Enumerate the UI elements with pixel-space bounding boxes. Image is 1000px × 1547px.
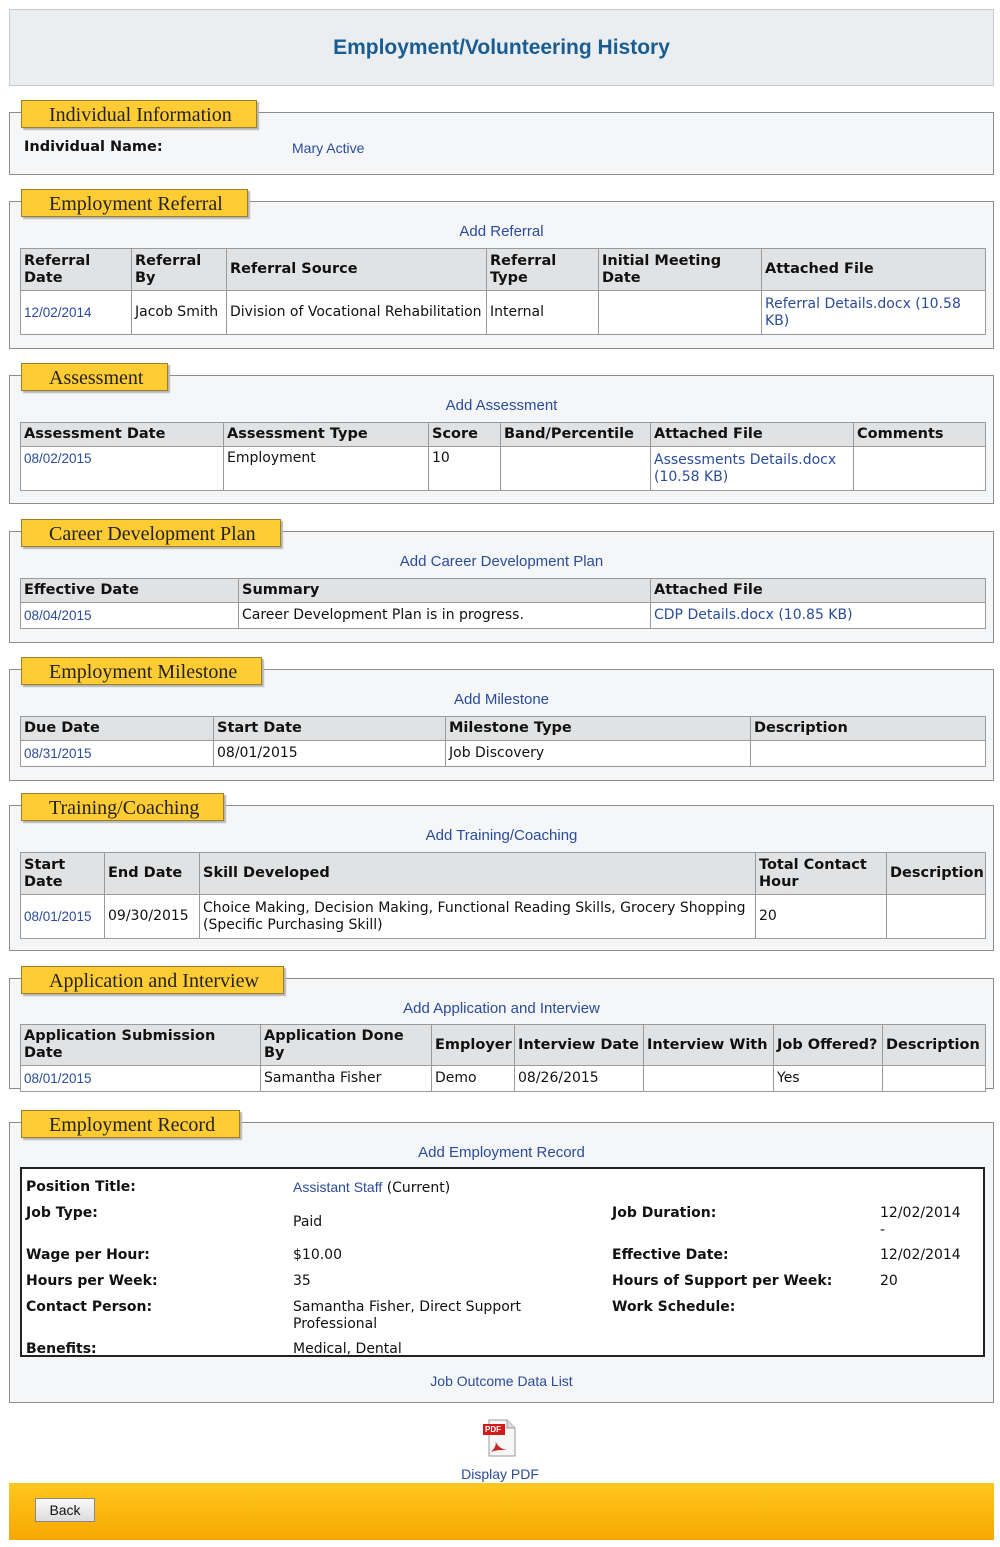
position-title-link[interactable]: Assistant Staff [293, 1179, 383, 1195]
column-header: Referral Date [21, 249, 132, 291]
table-cell: 08/01/2015 [214, 741, 446, 767]
page-title: Employment/Volunteering History [333, 35, 670, 59]
attached-file-link[interactable]: Assessments Details.docx (10.58 KB) [654, 451, 837, 485]
table-row [21, 291, 986, 335]
table-cell: 20 [756, 895, 887, 939]
table-cell: 10 [429, 447, 501, 491]
section-legend: Employment Record [21, 1110, 240, 1138]
column-header: Milestone Type [446, 717, 751, 741]
column-header: Total Contact Hour [756, 853, 887, 895]
contact-person-value: Samantha Fisher, Direct Support Professional [293, 1299, 522, 1332]
add-milestone-link[interactable]: Add Milestone [453, 691, 550, 708]
training-table [20, 852, 986, 939]
add-training-link[interactable]: Add Training/Coaching [425, 827, 578, 844]
job-type-value: Paid [293, 1214, 323, 1230]
table-cell: 08/26/2015 [515, 1066, 644, 1092]
contact-person-label: Contact Person: [26, 1299, 153, 1315]
column-header: Summary [239, 579, 651, 603]
back-button[interactable]: Back [35, 1498, 95, 1522]
referral-date-link[interactable]: 12/02/2014 [24, 304, 92, 320]
effective-date-label: Effective Date: [612, 1247, 729, 1263]
submission-date-link[interactable]: 08/01/2015 [24, 1070, 92, 1086]
table-row [21, 603, 986, 629]
column-header: Due Date [21, 717, 214, 741]
section-legend: Training/Coaching [21, 793, 224, 821]
table-cell [751, 741, 986, 767]
column-header: Skill Developed [200, 853, 756, 895]
attached-file-link[interactable]: CDP Details.docx (10.85 KB) [654, 607, 853, 623]
add-employment-record-link[interactable]: Add Employment Record [418, 1144, 585, 1161]
table-cell: Demo [432, 1066, 515, 1092]
table-row [21, 741, 986, 767]
column-header: Start Date [21, 853, 105, 895]
section-legend: Career Development Plan [21, 519, 281, 547]
job-duration-value: 12/02/2014 [880, 1205, 961, 1221]
referral-section [9, 193, 994, 349]
individual-name-label: Individual Name: [24, 139, 163, 155]
column-header: Band/Percentile [501, 423, 651, 447]
job-type-label: Job Type: [26, 1205, 98, 1221]
start-date-link[interactable]: 08/01/2015 [24, 908, 92, 924]
table-cell: 09/30/2015 [105, 895, 200, 939]
section-legend: Application and Interview [21, 966, 284, 994]
add-assessment-link[interactable]: Add Assessment [445, 397, 558, 414]
column-header: Attached File [762, 249, 986, 291]
footer-bar [9, 1483, 994, 1540]
benefits-value: Medical, Dental [293, 1341, 402, 1357]
table-cell: Job Discovery [446, 741, 751, 767]
section-legend: Individual Information [21, 100, 257, 128]
section-legend: Assessment [21, 363, 168, 391]
table-header-row [21, 1025, 986, 1066]
table-cell: Jacob Smith [132, 291, 227, 335]
training-section [9, 797, 994, 951]
employment-record-section [9, 1114, 994, 1403]
section-legend: Employment Referral [21, 189, 248, 217]
assessment-date-link[interactable]: 08/02/2015 [24, 451, 92, 466]
milestone-section [9, 661, 994, 781]
table-header-row [21, 249, 986, 291]
column-header: Attached File [651, 579, 986, 603]
table-cell: Career Development Plan is in progress. [239, 603, 651, 629]
attached-file-link[interactable]: Referral Details.docx (10.58 KB) [765, 295, 961, 329]
support-hours-value: 20 [880, 1273, 898, 1289]
table-header-row [21, 423, 986, 447]
pdf-icon-text: PDF [485, 1425, 501, 1434]
individual-section [9, 104, 994, 175]
column-header: Interview With [644, 1025, 774, 1066]
column-header: Employer [432, 1025, 515, 1066]
column-header: Description [883, 1025, 986, 1066]
position-title-value [293, 1179, 450, 1197]
table-header-row [21, 853, 986, 895]
job-duration-label: Job Duration: [612, 1205, 717, 1221]
column-header: Description [887, 853, 986, 895]
column-header: Initial Meeting Date [599, 249, 762, 291]
effective-date-link[interactable]: 08/04/2015 [24, 607, 92, 623]
employment-record-details [20, 1167, 985, 1357]
column-header: Assessment Date [21, 423, 224, 447]
table-cell [854, 447, 986, 491]
benefits-label: Benefits: [26, 1341, 97, 1357]
column-header: Interview Date [515, 1025, 644, 1066]
column-header: Referral By [132, 249, 227, 291]
application-section [9, 970, 994, 1089]
table-cell [887, 895, 986, 939]
individual-name-link[interactable]: Mary Active [292, 140, 365, 156]
column-header: Effective Date [21, 579, 239, 603]
column-header: Job Offered? [774, 1025, 883, 1066]
column-header: Application Submission Date [21, 1025, 261, 1066]
position-title-label: Position Title: [26, 1179, 136, 1195]
table-cell: Samantha Fisher [261, 1066, 432, 1092]
column-header: Start Date [214, 717, 446, 741]
wage-label: Wage per Hour: [26, 1247, 150, 1263]
position-status: (Current) [386, 1180, 451, 1196]
hours-per-week-label: Hours per Week: [26, 1273, 158, 1289]
column-header: Assessment Type [224, 423, 429, 447]
table-cell: Internal [487, 291, 599, 335]
career-plan-section [9, 523, 994, 643]
table-cell: Choice Making, Decision Making, Functional Reading Skills, Grocery Shopping (Specific Purchasing Skill) [200, 895, 756, 939]
table-header-row [21, 717, 986, 741]
table-cell [599, 291, 762, 335]
work-schedule-label: Work Schedule: [612, 1299, 736, 1315]
job-duration-separator: - [880, 1222, 886, 1238]
page-header [9, 9, 994, 86]
column-header: End Date [105, 853, 200, 895]
career-plan-table [20, 578, 986, 629]
table-cell: Division of Vocational Rehabilitation [227, 291, 487, 335]
column-header: Referral Source [227, 249, 487, 291]
wage-value: $10.00 [293, 1247, 342, 1263]
add-application-link[interactable]: Add Application and Interview [403, 1000, 600, 1017]
column-header: Referral Type [487, 249, 599, 291]
table-row [21, 895, 986, 939]
add-referral-link[interactable]: Add Referral [459, 223, 544, 240]
table-cell [644, 1066, 774, 1092]
table-cell: Yes [774, 1066, 883, 1092]
table-cell [501, 447, 651, 491]
due-date-link[interactable]: 08/31/2015 [24, 745, 92, 761]
referral-table [20, 248, 986, 335]
support-hours-label: Hours of Support per Week: [612, 1273, 833, 1289]
display-pdf-control[interactable] [440, 1418, 560, 1488]
table-cell [883, 1066, 986, 1092]
table-cell: Employment [224, 447, 429, 491]
assessment-section [9, 367, 994, 504]
column-header: Description [751, 717, 986, 741]
table-header-row [21, 579, 986, 603]
milestone-table [20, 716, 986, 767]
assessment-table [20, 422, 986, 491]
column-header: Score [429, 423, 501, 447]
table-row [21, 1066, 986, 1092]
display-pdf-label: Display PDF [461, 1466, 539, 1482]
section-legend: Employment Milestone [21, 657, 262, 685]
pdf-icon [481, 1418, 519, 1458]
column-header: Application Done By [261, 1025, 432, 1066]
hours-per-week-value: 35 [293, 1273, 311, 1289]
application-table [20, 1024, 986, 1092]
column-header: Attached File [651, 423, 854, 447]
effective-date-value: 12/02/2014 [880, 1247, 961, 1263]
job-outcome-data-list-link[interactable]: Job Outcome Data List [430, 1373, 573, 1389]
table-row [21, 447, 986, 491]
add-career-plan-link[interactable]: Add Career Development Plan [399, 553, 604, 570]
column-header: Comments [854, 423, 986, 447]
